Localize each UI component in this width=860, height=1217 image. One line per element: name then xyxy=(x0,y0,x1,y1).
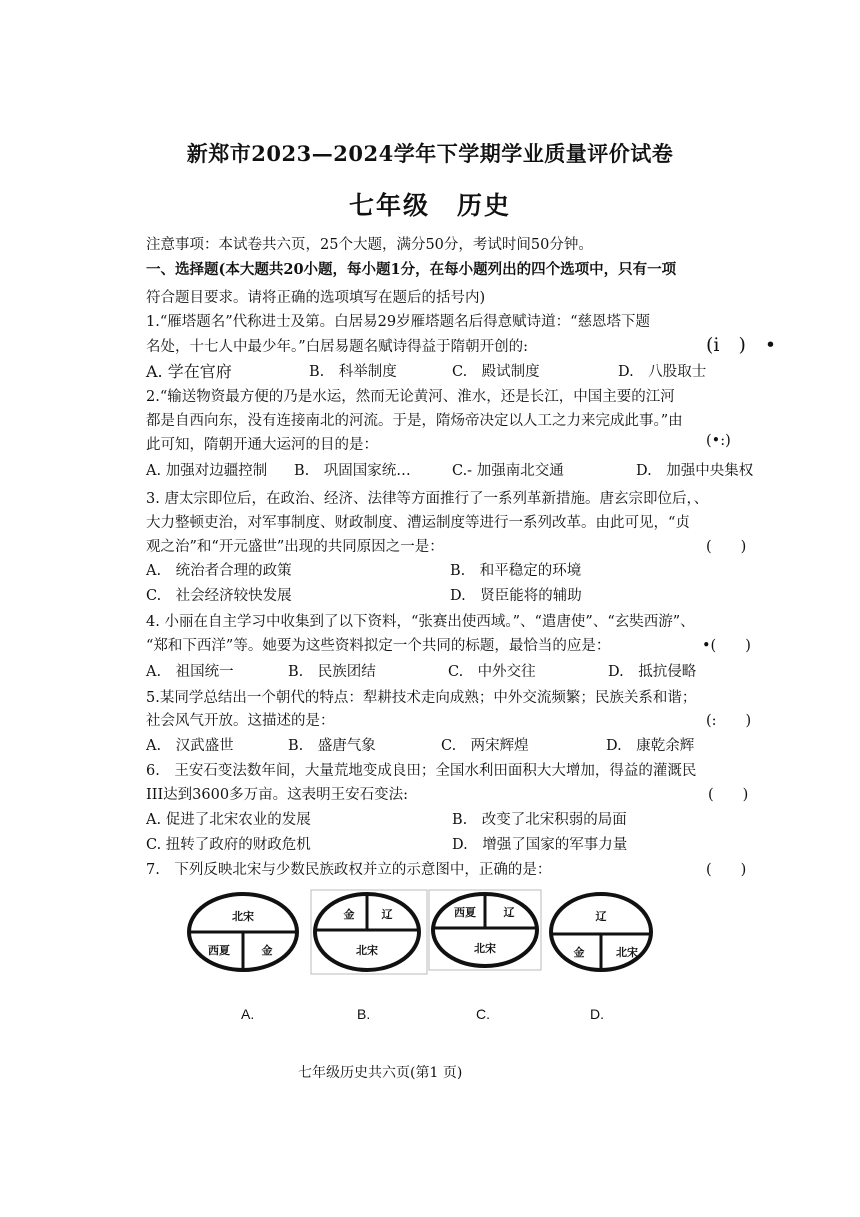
question-7-diagrams xyxy=(185,888,665,976)
question-4-line-2: “郑和下西洋”等。她要为这些资料拟定一个共同的标题，最恰当的应是： xyxy=(146,638,611,654)
diagram-d-region-3: 北宋 xyxy=(616,946,638,959)
question-1-answer-paren: (i ) • xyxy=(706,334,777,356)
diagram-a-region-3: 金 xyxy=(261,944,273,957)
question-5-line-2: 社会风气开放。这描述的是： xyxy=(146,713,335,729)
diagram-b-region-1: 金 xyxy=(343,908,355,921)
question-3-option-c: C. 社会经济较快发展 xyxy=(146,588,292,604)
question-2-answer-paren: (•:) xyxy=(706,433,731,449)
question-4-option-d: D. 抵抗侵略 xyxy=(608,664,697,680)
question-4-option-c: C. 中外交往 xyxy=(448,664,536,680)
question-5-option-a: A. 汉武盛世 xyxy=(146,738,234,754)
diagram-c-region-3: 北宋 xyxy=(474,942,496,955)
question-3-line-2: 大力整顿吏治，对军事制度、财政制度、漕运制度等进行一系列改革。由此可见，“贞 xyxy=(146,515,690,531)
question-3-line-3: 观之治”和“开元盛世”出现的共同原因之一是： xyxy=(146,539,444,555)
diagram-b-region-2: 辽 xyxy=(381,908,393,921)
diagram-c-region-1: 西夏 xyxy=(454,906,476,919)
question-3-line-1: 3. 唐太宗即位后，在政治、经济、法律等方面推行了一系列革新措施。唐玄宗即位后，、 xyxy=(146,491,709,507)
diagram-c-label: C. xyxy=(476,1006,490,1022)
question-6-line-2: III达到3600多万亩。这表明王安石变法: xyxy=(146,787,408,803)
diagram-a xyxy=(189,894,297,970)
exam-title: 新郑市2023—2024学年下学期学业质量评价试卷 xyxy=(186,141,674,166)
question-5-option-d: D. 康乾余辉 xyxy=(606,738,695,754)
question-2-line-2: 都是自西向东，没有连接南北的河流。于是，隋炀帝决定以人工之力来完成此事。”由 xyxy=(146,413,683,429)
diagram-a-label: A. xyxy=(241,1006,255,1022)
diagram-b-region-3: 北宋 xyxy=(356,944,378,957)
section-heading: 一、选择题(本大题共20小题，每小题1分，在每小题列出的四个选项中，只有一项 xyxy=(146,261,677,278)
diagram-d-region-2: 金 xyxy=(573,946,585,959)
question-1-option-c: C. 殿试制度 xyxy=(452,364,540,380)
question-4-option-a: A. 祖国统一 xyxy=(146,664,234,680)
question-4-answer-paren: •( ) xyxy=(702,638,751,654)
question-2-line-3: 此可知，隋朝开通大运河的目的是： xyxy=(146,437,378,453)
question-5-option-c: C. 两宋辉煌 xyxy=(441,738,529,754)
diagram-c-region-2: 辽 xyxy=(503,906,515,919)
diagram-d-label: D. xyxy=(590,1006,604,1022)
question-3-option-a: A. 统治者合理的政策 xyxy=(146,563,292,579)
exam-subtitle: 七年级 历史 xyxy=(348,191,511,220)
diagram-a-region-1: 北宋 xyxy=(232,910,254,923)
question-6-option-d: D. 增强了国家的军事力量 xyxy=(452,837,628,853)
question-4-option-b: B. 民族团结 xyxy=(288,664,376,680)
diagram-d-region-1: 辽 xyxy=(595,910,607,923)
question-1-option-d: D. 八股取士 xyxy=(618,364,707,380)
question-5-answer-paren: (: ) xyxy=(706,713,752,729)
section-heading-continued: 符合题目要求。请将正确的选项填写在题后的括号内) xyxy=(146,290,486,306)
question-1-option-a: A. 学在官府 xyxy=(146,362,232,381)
diagram-c xyxy=(429,890,541,970)
diagram-b xyxy=(311,890,427,974)
question-6-option-b: B. 改变了北宋积弱的局面 xyxy=(452,812,627,828)
question-2-option-d: D. 加强中央集权 xyxy=(636,463,754,479)
question-2-option-c: C.- 加强南北交通 xyxy=(452,463,564,479)
diagram-a-region-2: 西夏 xyxy=(208,944,230,957)
question-2-option-a: A. 加强对边疆控制 xyxy=(146,463,268,479)
question-6-line-1: 6. 王安石变法数年间，大量荒地变成良田；全国水利田面积大大增加，得益的灌溉民 xyxy=(146,763,697,779)
page-footer: 七年级历史共六页(第1 页) xyxy=(298,1065,463,1081)
question-5-line-1: 5.某同学总结出一个朝代的特点：犁耕技术走向成熟；中外交流频繁；民族关系和谐； xyxy=(146,690,697,706)
question-3-option-b: B. 和平稳定的环境 xyxy=(450,563,582,579)
question-2-line-1: 2.“输送物资最方便的乃是水运，然而无论黄河、淮水，还是长江，中国主要的江河 xyxy=(146,389,675,405)
diagram-b-label: B. xyxy=(357,1006,371,1022)
question-4-line-1: 4. 小丽在自主学习中收集到了以下资料，“张赛出使西域。”、“遣唐使”、“玄奘西游”、 xyxy=(146,614,695,630)
question-6-answer-paren: ( ) xyxy=(708,787,749,803)
question-5-option-b: B. 盛唐气象 xyxy=(288,738,376,754)
question-1-option-b: B. 科举制度 xyxy=(309,364,397,380)
notice-text: 注意事项：本试卷共六页，25个大题，满分50分，考试时间50分钟。 xyxy=(146,237,593,253)
question-3-answer-paren: ( ) xyxy=(706,539,747,555)
question-1-line-1: 1.“雁塔题名”代称进士及第。白居易29岁雁塔题名后得意赋诗道：“慈恩塔下题 xyxy=(146,314,651,330)
question-1-line-2: 名处，十七人中最少年。”白居易题名赋诗得益于隋朝开创的: xyxy=(146,339,529,355)
question-6-option-a: A. 促进了北宋农业的发展 xyxy=(146,812,311,828)
question-7-answer-paren: ( ) xyxy=(706,862,747,878)
question-3-option-d: D. 贤臣能将的辅助 xyxy=(450,588,582,604)
question-6-option-c: C. 扭转了政府的财政危机 xyxy=(146,837,311,853)
question-2-option-b: B. 巩固国家统… xyxy=(294,463,411,479)
question-7-line-1: 7. 下列反映北宋与少数民族政权并立的示意图中，正确的是： xyxy=(146,862,552,878)
diagram-d xyxy=(551,894,651,970)
